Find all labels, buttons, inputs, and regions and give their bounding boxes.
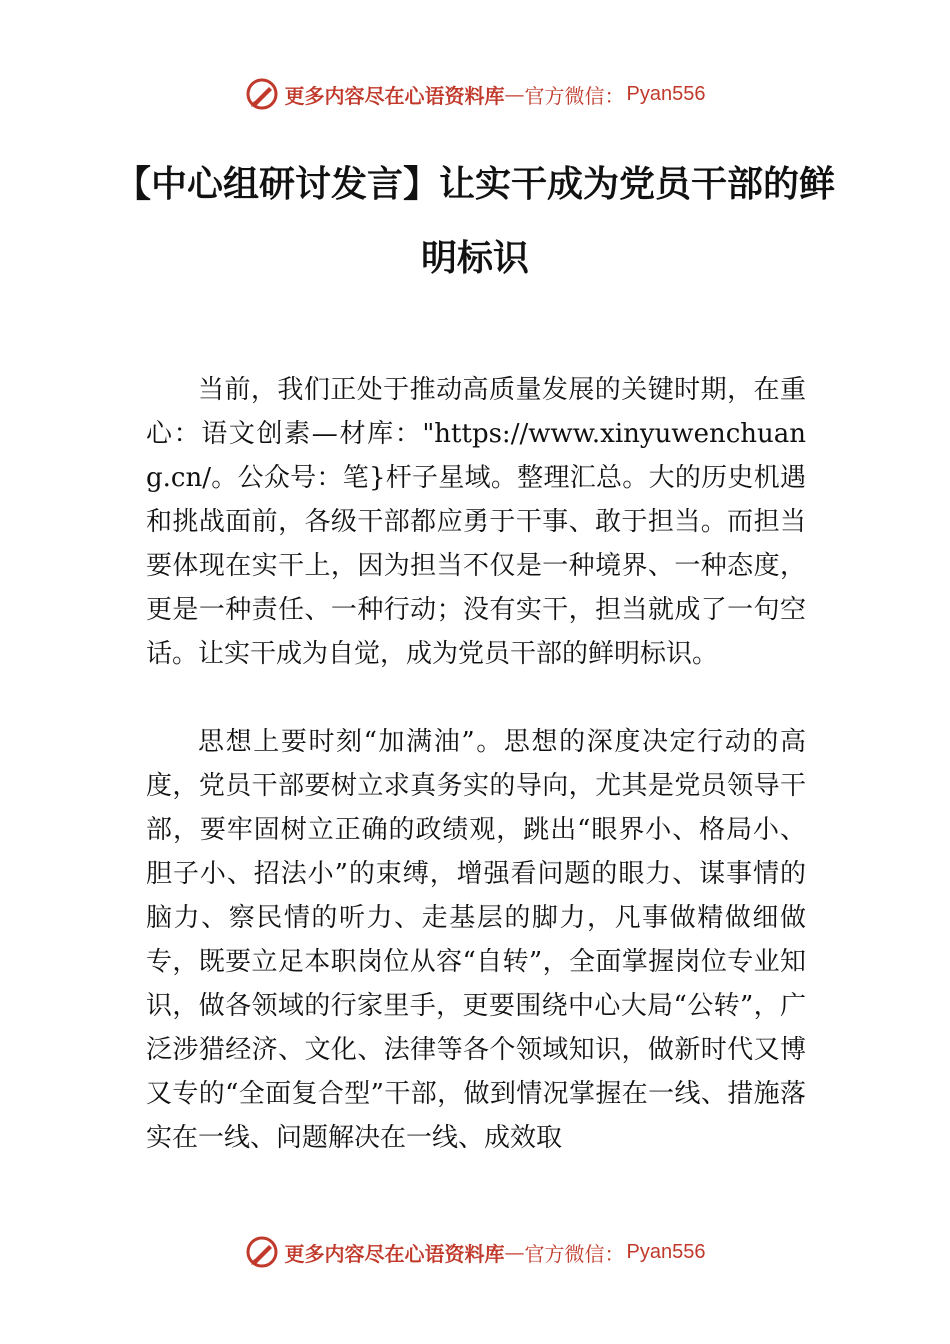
footer-wechat-label: 官方微信：	[524, 1241, 625, 1266]
header-wechat-id: Pyan556	[626, 82, 706, 105]
body-paragraph: 思想上要时刻“加满油”。思想的深度决定行动的高度，党员干部要树立求真务实的导向，尤其是党员领导干部，要牢固树立正确的政绩观，跳出“眼界小、格局小、胆子小、招法小”的束缚，增强看问题的眼力、谋事情的脑力、察民情的听力、走基层的脚力，凡事做精做细做专，既要立足本职岗位从容“自转”，全面掌握岗位专业知识，做各领域的行家里手，更要围绕中心大局“公转”，广泛涉猎经济、文化、法律等各个领域知识，做新时代又博又专的“全面复合型”干部，做到情况掌握在一线、措施落实在一线、问题解决在一线、成效取	[146, 727, 806, 1153]
footer-brand-text: 更多内容尽在心语资料库	[284, 1241, 505, 1266]
header-separator: —	[504, 82, 525, 106]
footer-wechat-id: Pyan556	[626, 1240, 706, 1263]
header-wechat-label: 官方微信：	[524, 83, 625, 108]
header-brand-text: 更多内容尽在心语资料库	[284, 83, 505, 108]
header-banner	[0, 74, 950, 114]
footer-banner	[0, 1232, 950, 1272]
document-body	[146, 368, 806, 1160]
body-paragraph: 当前，我们正处于推动高质量发展的关键时期，在重心：语文创素—材库："https://www.xinyuwenchuang.cn/。公众号：笔}杆子星域。整理汇总。大的历史机遇和挑战面前，各级干部都应勇于干事、敢于担当。而担当要体现在实干上，因为担当不仅是一种境界、一种态度，更是一种责任、一种行动；没有实干，担当就成了一句空话。让实干成为自觉，成为党员干部的鲜明标识。	[146, 375, 806, 669]
document-title: 【中心组研讨发言】让实干成为党员干部的鲜明标识	[114, 164, 835, 279]
pen-logo-icon	[245, 1235, 279, 1269]
pen-logo-icon	[245, 77, 279, 111]
footer-separator: —	[504, 1240, 525, 1264]
